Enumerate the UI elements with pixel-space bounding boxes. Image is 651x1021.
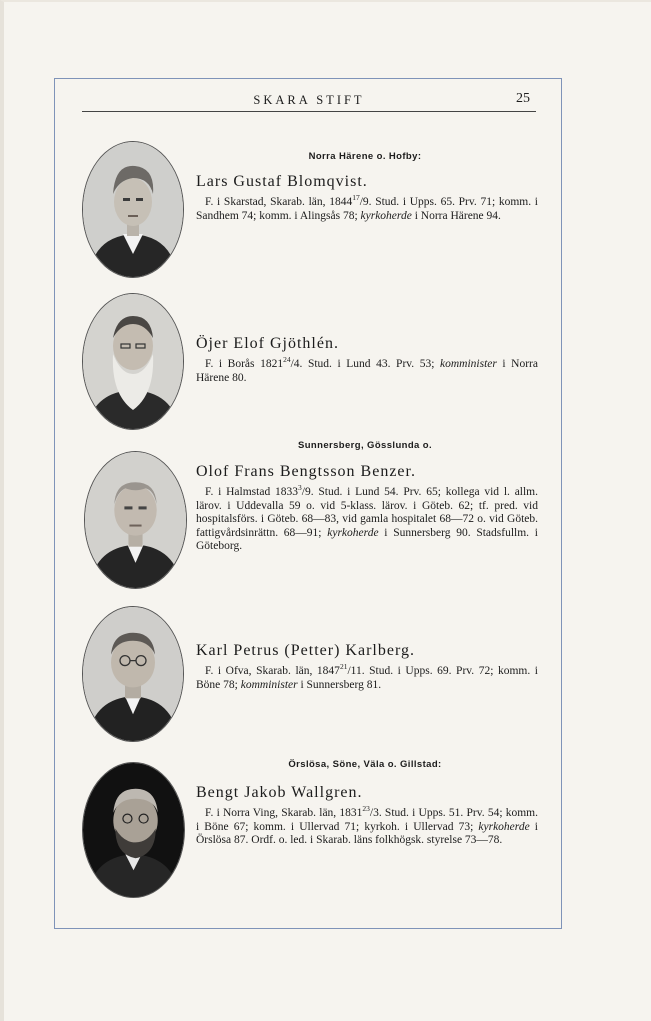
page-number: 25	[516, 91, 530, 106]
entry-bio	[196, 483, 539, 554]
entry-name: Olof Frans Bengtsson Benzer.	[196, 463, 416, 480]
portrait-blomqvist	[82, 141, 184, 278]
section-heading-sunnersberg: Sunnersberg, Gösslunda o.	[297, 440, 433, 451]
entry-benzer	[196, 463, 538, 554]
bio-text: /9. Stud. i Lund 54. Prv. 65; kollega vid l. allm. lärov. i Uddevalla 59 o. vid 5-klass. lärov. i Göteb. 62; tf. pred. vid hospitalsförs. i Göteb. 68—83, vid gamla hospitalet 68—72 o. vid Göteb. fattigvårdsinrättn. 68—91;	[196, 486, 539, 539]
entry-bio	[196, 355, 538, 385]
bio-text: F. i Skarstad, Skarab. län, 1844	[205, 196, 353, 208]
entry-blomqvist	[196, 173, 538, 223]
bio-text: i Sunnersberg 90. Stadsfullm. i Göteborg.	[196, 526, 538, 553]
entry-wallgren	[196, 784, 538, 848]
entry-name: Lars Gustaf Blomqvist.	[196, 173, 368, 190]
bio-text: i Norra Härene 80.	[196, 358, 538, 384]
date-superscript: 23	[362, 804, 370, 814]
bio-text: F. i Norra Ving, Skarab. län, 1831	[205, 807, 363, 819]
title-italic: kyrkoherde	[360, 209, 412, 222]
header-title: SKARA STIFT	[253, 93, 365, 107]
date-superscript: 3	[298, 483, 302, 493]
bio-text: i Norra Härene 94.	[411, 209, 501, 222]
bio-text: /4. Stud. i Lund 43. Prv. 53;	[290, 358, 440, 370]
entry-karlberg	[196, 642, 538, 692]
portrait-benzer	[84, 451, 187, 589]
portrait-gjothlen	[82, 293, 184, 430]
bio-text: /9. Stud. i Upps. 65. Prv. 71; komm. i Sandhem 74; komm. i Alingsås 78;	[196, 196, 538, 222]
entry-name: Karl Petrus (Petter) Karlberg.	[196, 642, 415, 659]
bio-text: F. i Halmstad 1833	[205, 486, 298, 498]
bio-text: F. i Borås 1821	[205, 358, 284, 370]
portrait-wallgren	[82, 762, 185, 898]
portrait-karlberg	[82, 606, 184, 742]
entry-name: Bengt Jakob Wallgren.	[196, 784, 363, 801]
entry-bio	[196, 662, 538, 692]
bio-text: i Örslösa 87. Ordf. o. led. i Skarab. läns folkhögsk. styrelse 73—78.	[196, 820, 538, 847]
bio-text: /11. Stud. i Upps. 69. Prv. 72; komm. i Böne 78;	[196, 665, 538, 691]
section-heading-norra-harene: Norra Härene o. Hofby:	[308, 151, 422, 162]
date-superscript: 17	[352, 193, 360, 203]
title-italic: kyrkoherde	[478, 820, 530, 833]
bio-text: i Sunnersberg 81.	[297, 678, 382, 691]
section-heading-orslosa: Örslösa, Söne, Väla o. Gillstad:	[288, 759, 442, 770]
title-italic: kyrkoherde	[327, 526, 379, 539]
date-superscript: 21	[339, 662, 348, 672]
entry-bio	[196, 193, 538, 223]
date-superscript: 24	[283, 355, 291, 365]
entry-gjothlen	[196, 335, 538, 385]
running-header	[82, 93, 536, 112]
entry-name: Öjer Elof Gjöthlén.	[196, 335, 339, 352]
bio-text: F. i Ofva, Skarab. län, 1847	[205, 665, 340, 677]
bio-text: /3. Stud. i Upps. 51. Prv. 54; komm. i Böne 67; komm. i Ullervad 71; kyrkoh. i Ullervad 73;	[196, 807, 538, 833]
title-italic: komminister	[439, 358, 497, 370]
entry-bio	[196, 804, 538, 848]
title-italic: komminister	[240, 678, 298, 691]
